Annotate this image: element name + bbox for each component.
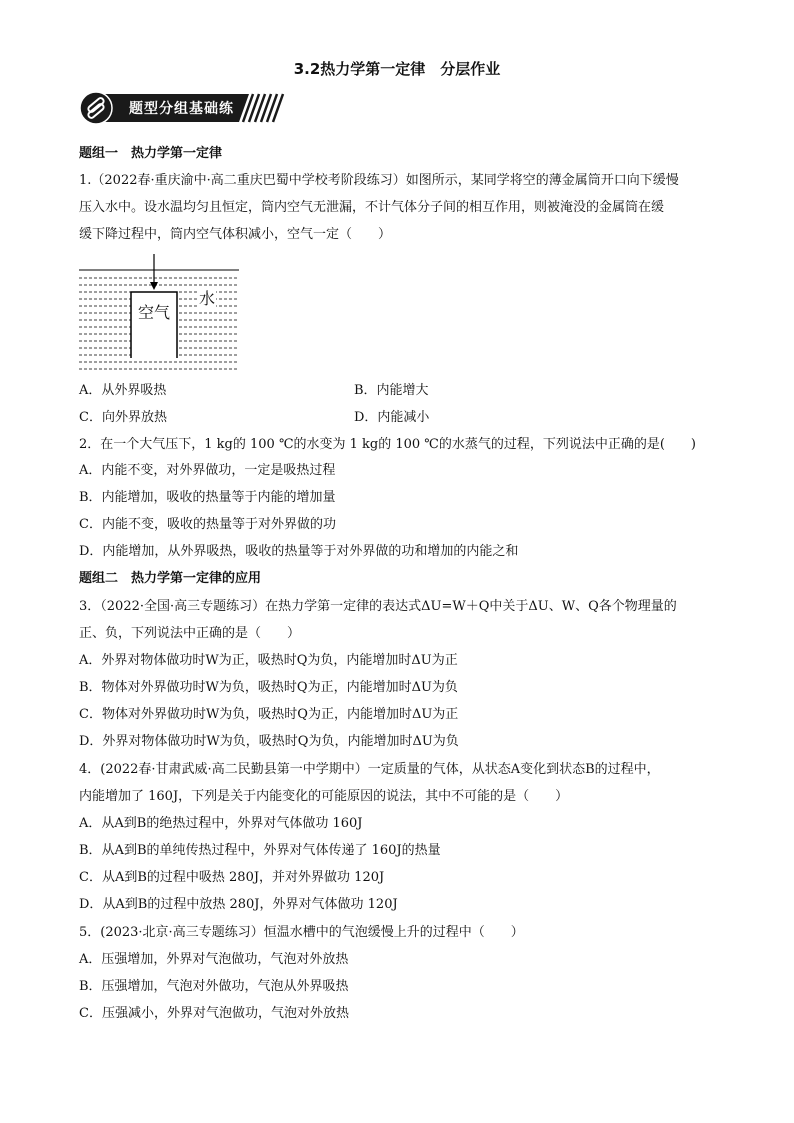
q4-option-d: D．从A到B的过程中放热 280J，外界对气体做功 120J	[79, 897, 398, 912]
fig-water-label: 水	[198, 286, 216, 309]
q1-option-d: D．内能减小	[354, 410, 430, 425]
banner-label: 题型分组基础练	[129, 101, 234, 117]
q2-stem: 2．在一个大气压下，1 kg的 100 ℃的水变为 1 kg的 100 ℃的水蒸气的过程，下列说法中正确的是( )	[79, 437, 696, 452]
q2-option-c: C．内能不变，吸收的热量等于对外界做的功	[79, 517, 336, 532]
q4-line1: 4．(2022春·甘肃武威·高二民勤县第一中学期中）一定质量的气体，从状态A变化到状态B的过程中，	[79, 762, 660, 777]
q5-option-b: B．压强增加，气泡对外做功，气泡从外界吸热	[79, 979, 349, 994]
q3-option-c: C．物体对外界做功时W为负，吸热时Q为正，内能增加时ΔU为正	[79, 707, 459, 722]
q5-stem: 5．(2023·北京·高三专题练习）恒温水槽中的气泡缓慢上升的过程中（ ）	[79, 925, 524, 940]
page-title: 3.2热力学第一定律 分层作业	[293, 60, 501, 78]
q2-option-d: D．内能增加，从外界吸热，吸收的热量等于对外界做的功和增加的内能之和	[79, 544, 519, 559]
group2-heading: 题组二 热力学第一定律的应用	[79, 571, 262, 586]
fig-air-label: 空气	[138, 303, 171, 322]
q3-option-b: B．物体对外界做功时W为负，吸热时Q为正，内能增加时ΔU为负	[79, 680, 458, 695]
q3-option-d: D．外界对物体做功时W为负，吸热时Q为负，内能增加时ΔU为负	[79, 734, 459, 749]
q5-option-a: A．压强增加，外界对气泡做功，气泡对外放热	[79, 952, 349, 967]
q1-option-b: B．内能增大	[354, 383, 429, 398]
q4-line2: 内能增加了 160J，下列是关于内能变化的可能原因的说法，其中不可能的是（ ）	[79, 789, 569, 804]
q4-option-b: B．从A到B的单纯传热过程中，外界对气体传递了 160J的热量	[79, 843, 441, 858]
q1-line2: 压入水中。设水温均匀且恒定，筒内空气无泄漏，不计气体分子间的相互作用，则被淹没的金属筒在缓	[79, 200, 665, 215]
q2-option-a: A．内能不变，对外界做功，一定是吸热过程	[79, 463, 336, 478]
down-arrow-icon	[150, 282, 158, 290]
group1-heading: 题组一 热力学第一定律	[79, 146, 223, 161]
q1-line1: 1.（2022春·重庆渝中·高二重庆巴蜀中学校考阶段练习）如图所示，某同学将空的薄金属筒开口向下缓慢	[79, 173, 679, 188]
q5-option-c: C．压强减小，外界对气泡做功，气泡对外放热	[79, 1006, 349, 1021]
q1-line3: 缓下降过程中，筒内空气体积减小，空气一定（ ）	[79, 227, 392, 242]
section-banner	[79, 92, 289, 124]
q3-option-a: A．外界对物体做功时W为正，吸热时Q为负，内能增加时ΔU为正	[79, 653, 458, 668]
q3-line1: 3．（2022·全国·高三专题练习）在热力学第一定律的表达式ΔU=W＋Q中关于ΔU、W、Q各个物理量的	[79, 599, 677, 614]
q3-line2: 正、负，下列说法中正确的是（ ）	[79, 626, 301, 641]
q2-option-b: B．内能增加，吸收的热量等于内能的增加量	[79, 490, 336, 505]
q1-option-a: A．从外界吸热	[79, 383, 167, 398]
q1-option-c: C．向外界放热	[79, 410, 167, 425]
q4-option-c: C．从A到B的过程中吸热 280J，并对外界做功 120J	[79, 870, 385, 885]
q4-option-a: A．从A到B的绝热过程中，外界对气体做功 160J	[79, 816, 363, 831]
